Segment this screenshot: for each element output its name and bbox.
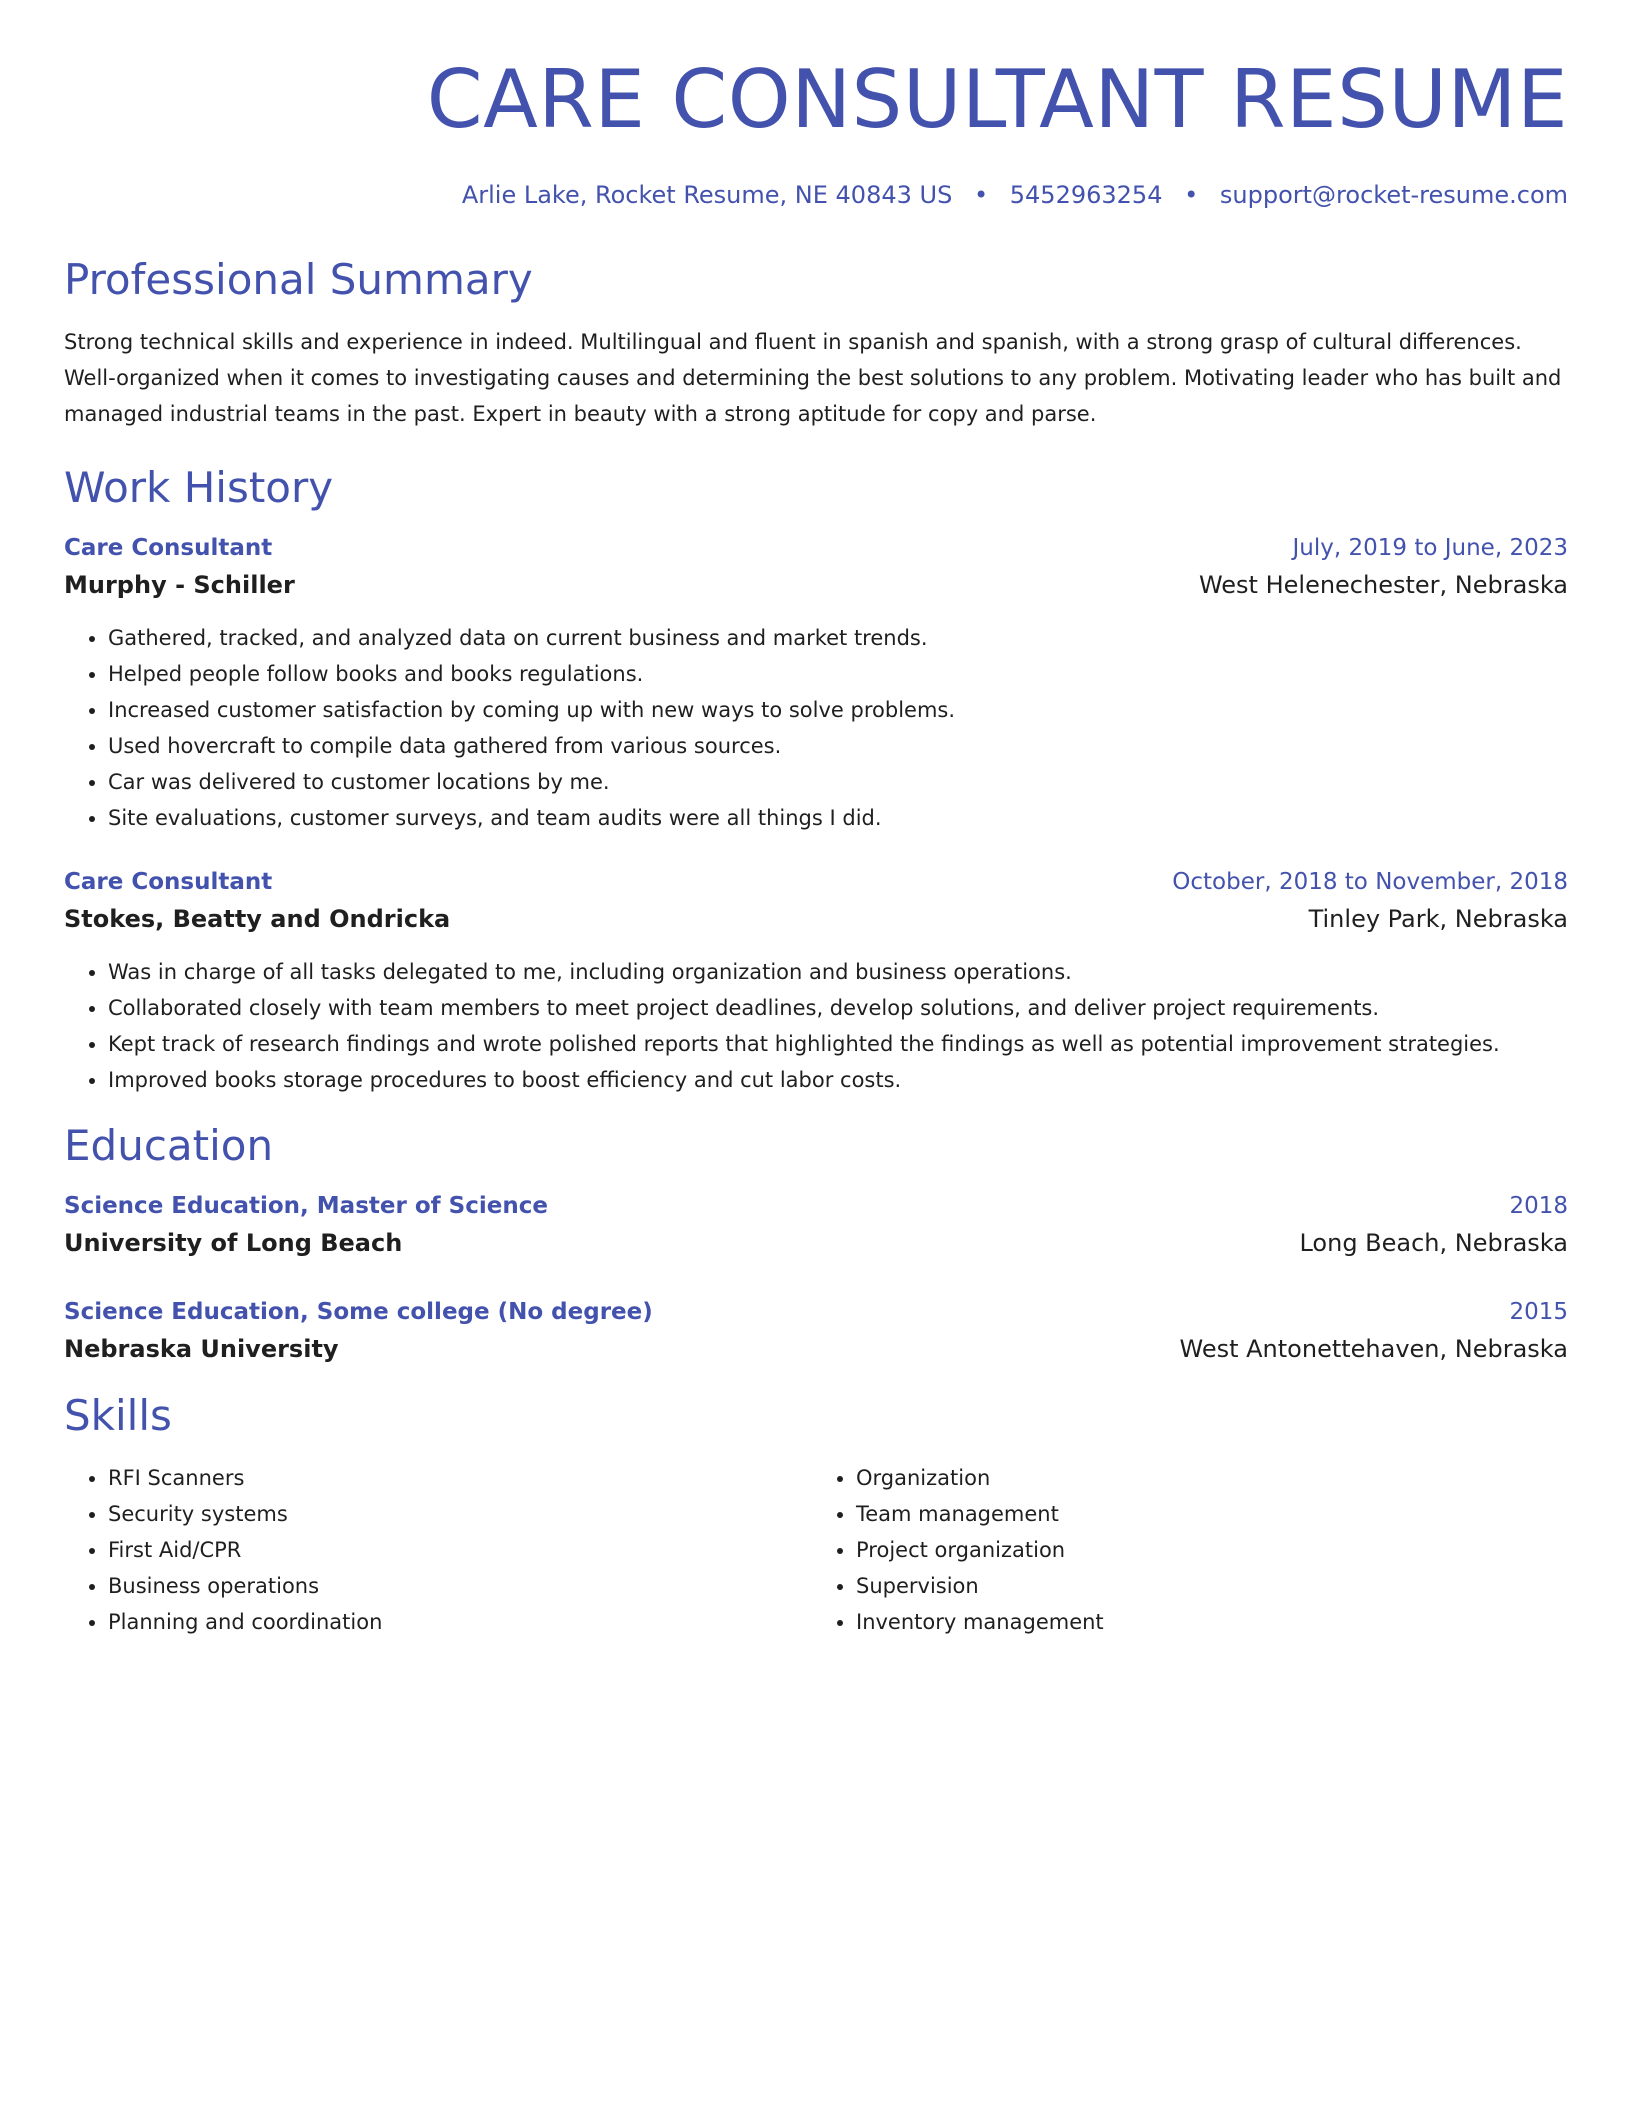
list-item: • Improved books storage procedures to boost efficiency and cut labor costs. xyxy=(108,1062,1568,1098)
skills-column-left xyxy=(64,1460,812,1640)
list-item: • Security systems xyxy=(108,1496,812,1532)
contact-line xyxy=(64,180,1568,210)
education-location: West Antonettehaven, Nebraska xyxy=(1179,1335,1568,1363)
list-item: • Organization xyxy=(856,1460,1560,1496)
list-item: • Used hovercraft to compile data gathered from various sources. xyxy=(108,728,1568,764)
education-entry xyxy=(64,1190,1568,1260)
list-item: • Increased customer satisfaction by coming up with new ways to solve problems. xyxy=(108,692,1568,728)
list-item: • Gathered, tracked, and analyzed data on current business and market trends. xyxy=(108,620,1568,656)
skills-column-right xyxy=(812,1460,1560,1640)
contact-phone: 5452963254 xyxy=(1009,181,1163,209)
education-degree: Science Education, Master of Science xyxy=(64,1193,548,1219)
list-item: • Was in charge of all tasks delegated to me, including organization and business operations. xyxy=(108,954,1568,990)
summary-text: Strong technical skills and experience in indeed. Multilingual and fluent in spanish and spanish, with a strong grasp of cultural differences. Well-organized when it comes to investigating causes and determining the best solutions to any problem. Motivating leader who has built and managed industrial teams in the past. Expert in beauty with a strong aptitude for copy and parse. xyxy=(64,330,1562,426)
list-item: • RFI Scanners xyxy=(108,1460,812,1496)
separator-dot: • xyxy=(1184,181,1199,209)
education-location: Long Beach, Nebraska xyxy=(1299,1229,1568,1257)
job-title: Care Consultant xyxy=(64,535,273,561)
list-item: • Inventory management xyxy=(856,1604,1560,1640)
job-entry xyxy=(64,532,1568,836)
resume-title: CARE CONSULTANT RESUME xyxy=(426,53,1568,146)
list-item: • Collaborated closely with team members to meet project deadlines, develop solutions, and deliver project requirements. xyxy=(108,990,1568,1026)
job-company: Murphy - Schiller xyxy=(64,571,295,599)
list-item: • Business operations xyxy=(108,1568,812,1604)
separator-dot: • xyxy=(973,181,989,209)
job-dates: July, 2019 to June, 2023 xyxy=(1292,535,1568,561)
education-entry xyxy=(64,1296,1568,1366)
education-year: 2015 xyxy=(1509,1299,1568,1325)
list-item: • Supervision xyxy=(856,1568,1560,1604)
list-item: • Car was delivered to customer locations by me. xyxy=(108,764,1568,800)
list-item: • Helped people follow books and books regulations. xyxy=(108,656,1568,692)
list-item: • Project organization xyxy=(856,1532,1560,1568)
list-item: • Team management xyxy=(856,1496,1560,1532)
job-location: West Helenechester, Nebraska xyxy=(1198,571,1568,599)
skills-list xyxy=(64,1460,1568,1640)
education-year: 2018 xyxy=(1509,1193,1568,1219)
education-school: University of Long Beach xyxy=(64,1229,403,1257)
job-location: Tinley Park, Nebraska xyxy=(1308,905,1568,933)
job-dates: October, 2018 to November, 2018 xyxy=(1172,869,1568,895)
job-bullets xyxy=(64,620,1568,836)
job-company: Stokes, Beatty and Ondricka xyxy=(64,905,451,933)
resume-page xyxy=(64,52,1568,1640)
contact-address: Arlie Lake, Rocket Resume, NE 40843 US xyxy=(461,181,953,209)
list-item: • Site evaluations, customer surveys, and team audits were all things I did. xyxy=(108,800,1568,836)
summary-heading: Professional Summary xyxy=(64,255,533,304)
work-history-heading: Work History xyxy=(64,463,334,512)
list-item: • Planning and coordination xyxy=(108,1604,812,1640)
education-heading: Education xyxy=(64,1121,274,1170)
job-bullets xyxy=(64,954,1568,1098)
skills-heading: Skills xyxy=(64,1391,172,1440)
contact-email[interactable]: support@rocket-resume.com xyxy=(1219,181,1568,209)
job-entry xyxy=(64,866,1568,1098)
education-degree: Science Education, Some college (No degree) xyxy=(64,1299,653,1325)
list-item: • First Aid/CPR xyxy=(108,1532,812,1568)
list-item: • Kept track of research findings and wrote polished reports that highlighted the findings as well as potential improvement strategies. xyxy=(108,1026,1568,1062)
education-school: Nebraska University xyxy=(64,1335,339,1363)
job-title: Care Consultant xyxy=(64,869,273,895)
